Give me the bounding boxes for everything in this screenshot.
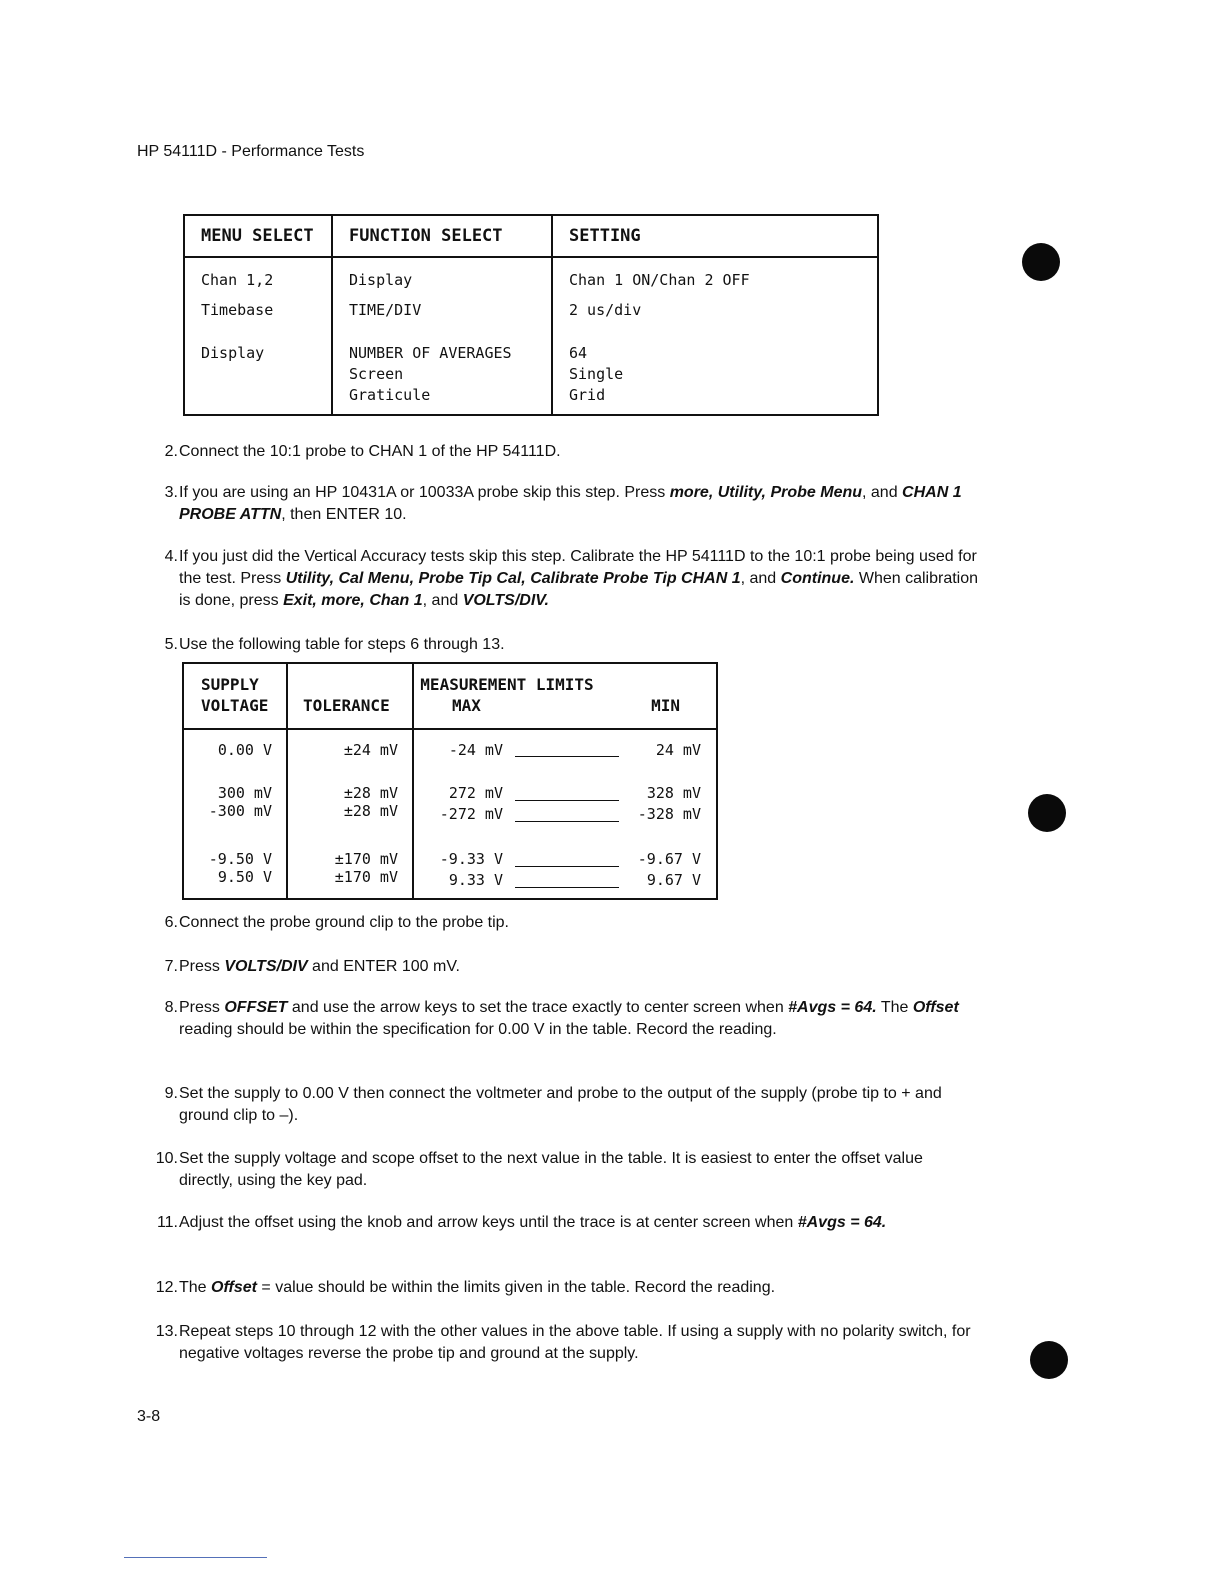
table-row bbox=[184, 343, 878, 415]
step-text: Press VOLTS/DIV and ENTER 100 mV. bbox=[179, 958, 460, 975]
header-tolerance: TOLERANCE bbox=[287, 663, 413, 729]
step-number: 12. bbox=[155, 1279, 178, 1296]
header-menu-select: MENU SELECT bbox=[184, 215, 332, 257]
page-number: 3-8 bbox=[137, 1408, 161, 1425]
key-sequence: CHAN 1 PROBE ATTN bbox=[179, 484, 962, 523]
limits-cell bbox=[413, 729, 717, 761]
step-text: Connect the 10:1 probe to CHAN 1 of the HP 54111D. bbox=[179, 443, 561, 460]
max-value: -24 mV bbox=[448, 741, 503, 759]
setup-table-header bbox=[184, 215, 878, 257]
key-sequence: #Avgs = 64. bbox=[788, 999, 877, 1016]
binder-hole-bottom bbox=[1030, 1341, 1068, 1379]
key-sequence: Utility, Cal Menu, Probe Tip Cal, Calibrate Probe Tip CHAN 1 bbox=[285, 570, 741, 587]
limits-cell bbox=[413, 849, 717, 899]
function-cell: TIME/DIV bbox=[332, 300, 552, 343]
record-blank bbox=[515, 887, 619, 888]
limits-table bbox=[182, 662, 718, 900]
key-sequence: Offset bbox=[912, 999, 959, 1016]
step-text: Set the supply to 0.00 V then connect the voltmeter and probe to the output of the supply (probe tip to + and ground clip to –). bbox=[179, 1085, 942, 1124]
key-sequence: more, Utility, Probe Menu bbox=[669, 484, 863, 501]
step-number: 9. bbox=[164, 1085, 178, 1102]
key-sequence: VOLTS/DIV bbox=[224, 958, 308, 975]
step-number: 10. bbox=[155, 1150, 178, 1167]
key-sequence: #Avgs = 64. bbox=[797, 1214, 887, 1231]
step-text: Set the supply voltage and scope offset to the next value in the table. It is easiest to enter the offset value directly, using the key pad. bbox=[179, 1150, 923, 1189]
min-value: 9.67 V bbox=[646, 871, 701, 889]
key-sequence: OFFSET bbox=[224, 999, 288, 1016]
header-max: MAX bbox=[452, 696, 481, 715]
tolerance-cell: ±28 mV ±28 mV bbox=[287, 783, 413, 827]
key-sequence: Exit, more, Chan 1 bbox=[283, 592, 423, 609]
function-line: Graticule bbox=[349, 386, 431, 404]
step-text: If you are using an HP 10431A or 10033A probe skip this step. Press more, Utility, Probe Menu, and CHAN 1 PROBE ATTN, then ENTER 10. bbox=[179, 484, 962, 523]
binder-hole-top bbox=[1022, 243, 1060, 281]
max-value: -272 mV bbox=[439, 805, 503, 823]
voltage-cell: -9.50 V 9.50 V bbox=[183, 849, 287, 899]
min-value: 24 mV bbox=[655, 741, 701, 759]
min-value: 328 mV bbox=[646, 784, 701, 802]
limits-cell bbox=[413, 783, 717, 827]
function-line: NUMBER OF AVERAGES bbox=[349, 344, 512, 362]
menu-cell: Timebase bbox=[184, 300, 332, 343]
step-text: Use the following table for steps 6 through 13. bbox=[179, 636, 505, 653]
tolerance-cell: ±24 mV bbox=[287, 729, 413, 761]
record-blank bbox=[515, 866, 619, 867]
step-number: 3. bbox=[164, 484, 178, 501]
setting-cell bbox=[552, 343, 878, 415]
table-row bbox=[184, 257, 878, 300]
max-value: 9.33 V bbox=[448, 871, 503, 889]
max-value: -9.33 V bbox=[439, 850, 503, 868]
limits-table-header bbox=[183, 663, 717, 729]
step-number: 8. bbox=[164, 999, 178, 1016]
step-number: 2. bbox=[164, 443, 178, 460]
tolerance-cell: ±170 mV ±170 mV bbox=[287, 849, 413, 899]
table-row bbox=[183, 783, 717, 827]
menu-cell: Chan 1,2 bbox=[184, 257, 332, 300]
step-number: 4. bbox=[164, 548, 178, 565]
step-text: Adjust the offset using the knob and arrow keys until the trace is at center screen when #Avgs = 64. bbox=[179, 1214, 887, 1231]
function-cell bbox=[332, 343, 552, 415]
key-sequence: Offset bbox=[211, 1279, 257, 1296]
setting-cell: Chan 1 ON/Chan 2 OFF bbox=[569, 271, 750, 289]
header-supply-voltage: SUPPLY VOLTAGE bbox=[183, 663, 287, 729]
record-blank bbox=[515, 756, 619, 757]
min-value: -9.67 V bbox=[637, 850, 701, 868]
page-header: HP 54111D - Performance Tests bbox=[137, 143, 365, 160]
setting-line: 64 bbox=[569, 344, 588, 362]
step-text: Connect the probe ground clip to the probe tip. bbox=[179, 914, 509, 931]
header-min: MIN bbox=[651, 696, 680, 715]
key-sequence: Continue. bbox=[780, 570, 855, 587]
record-blank bbox=[515, 821, 619, 822]
setting-cell: 2 us/div bbox=[569, 301, 642, 319]
step-text: Repeat steps 10 through 12 with the other values in the above table. If using a supply with no polarity switch, for negative voltages reverse the probe tip and ground at the supply. bbox=[179, 1323, 971, 1362]
setting-line: Single bbox=[569, 365, 624, 383]
setting-line: Grid bbox=[569, 386, 606, 404]
min-value: -328 mV bbox=[637, 805, 701, 823]
step-number: 7. bbox=[164, 958, 178, 975]
voltage-cell: 300 mV -300 mV bbox=[183, 783, 287, 827]
function-cell: Display bbox=[332, 257, 552, 300]
setup-table bbox=[183, 214, 879, 416]
header-limits-label: MEASUREMENT LIMITS bbox=[420, 675, 594, 694]
menu-cell: Display bbox=[184, 343, 332, 415]
voltage-cell: 0.00 V bbox=[183, 729, 287, 761]
step-number: 6. bbox=[164, 914, 178, 931]
step-text: Press OFFSET and use the arrow keys to set the trace exactly to center screen when #Avgs = 64. The Offset reading should be within the specification for 0.00 V in the table. Record the reading. bbox=[179, 999, 959, 1038]
step-text: If you just did the Vertical Accuracy tests skip this step. Calibrate the HP 54111D to the 10:1 probe being used for the test. Press Utility, Cal Menu, Probe Tip Cal, Calibrate Probe Tip CHAN 1, and Continue. When calibration is done, press Exit, more, Chan 1, and VOLTS/DIV. bbox=[179, 548, 979, 609]
footer-rule bbox=[124, 1557, 267, 1558]
header-setting: SETTING bbox=[552, 215, 878, 257]
function-line: Screen bbox=[349, 365, 404, 383]
table-row bbox=[183, 729, 717, 761]
step-number: 13. bbox=[155, 1323, 178, 1340]
header-measurement-limits bbox=[413, 663, 717, 729]
binder-hole-middle bbox=[1028, 794, 1066, 832]
table-row bbox=[184, 300, 878, 343]
max-value: 272 mV bbox=[448, 784, 503, 802]
table-row bbox=[183, 849, 717, 899]
header-function-select: FUNCTION SELECT bbox=[332, 215, 552, 257]
key-sequence: VOLTS/DIV. bbox=[462, 592, 549, 609]
step-number: 11. bbox=[156, 1214, 178, 1231]
step-number: 5. bbox=[164, 636, 178, 653]
step-text: The Offset = value should be within the limits given in the table. Record the reading. bbox=[179, 1279, 776, 1296]
record-blank bbox=[515, 800, 619, 801]
